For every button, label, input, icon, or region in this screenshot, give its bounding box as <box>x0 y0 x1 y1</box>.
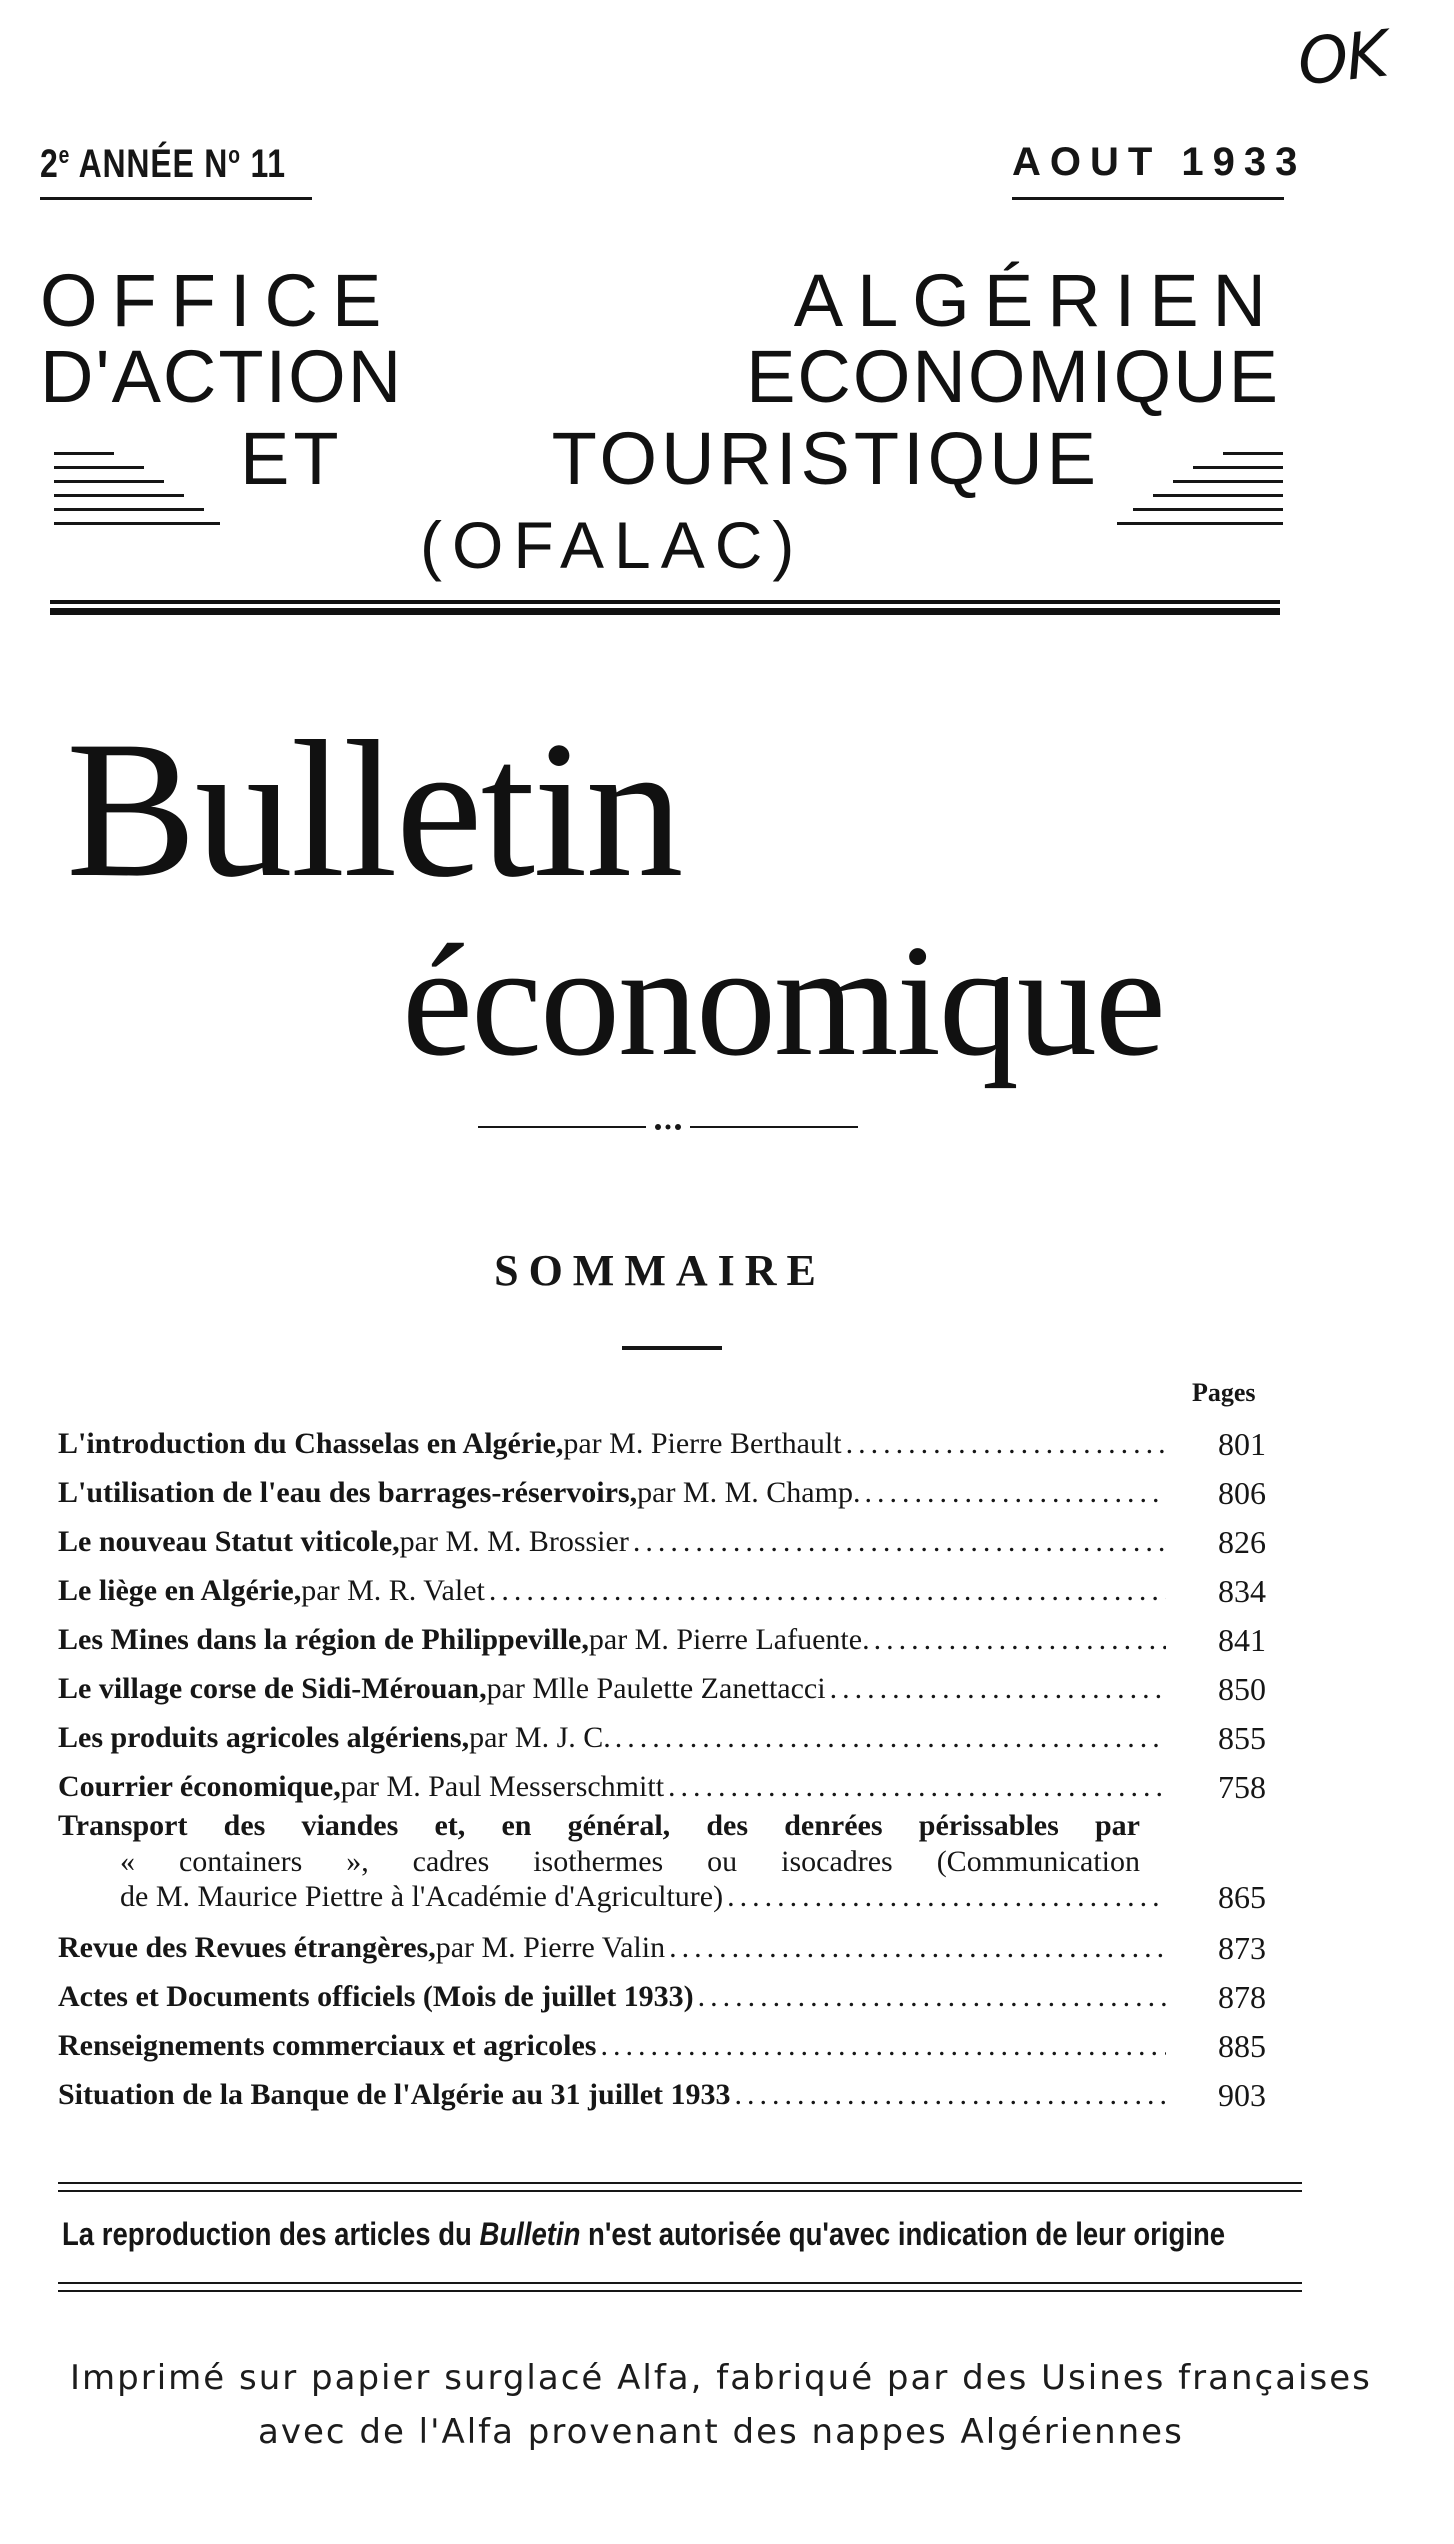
toc-entry-title: Le liège en Algérie, <box>58 1574 302 1607</box>
toc-entry-page: 878 <box>1218 1979 1266 2015</box>
notice-before: La reproduction des articles du <box>62 2216 480 2252</box>
toc-entry-title: Courrier économique, <box>58 1770 341 1803</box>
toc-entry <box>58 1461 1280 1510</box>
toc-entry-title: Les produits agricoles algériens, <box>58 1721 470 1754</box>
toc-entry-page: 850 <box>1218 1671 1266 1707</box>
toc-multi-line-2: « containers », cadres isothermes ou isocadres (Communication <box>120 1845 1140 1878</box>
issue-number-underline <box>40 197 312 200</box>
toc-entry-author: par M. M. Brossier <box>399 1525 629 1558</box>
toc-entry-title: Renseignements commerciaux et agricoles <box>58 2029 597 2062</box>
office-heading-line-3: ET TOURISTIQUE <box>240 417 1100 500</box>
leader-dots <box>846 1427 1166 1461</box>
issue-year-sup: e <box>58 142 71 169</box>
leader-dots <box>615 1721 1166 1755</box>
toc-entry <box>58 1510 1280 1559</box>
toc-entry <box>58 1608 1280 1657</box>
toc-entry-page: 806 <box>1218 1475 1266 1511</box>
toc-entry-page: 873 <box>1218 1930 1266 1966</box>
toc-entry-page: 865 <box>1218 1879 1266 1915</box>
leader-dots <box>874 1623 1166 1657</box>
ornament-divider <box>478 1117 858 1137</box>
leader-dots <box>698 1980 1166 2014</box>
toc-entry-page: 885 <box>1218 2028 1266 2064</box>
toc-entry-author: par Mlle Paulette Zanettacci <box>486 1672 826 1705</box>
leader-dots <box>830 1672 1166 1706</box>
notice-after: n'est autorisée qu'avec indication de leur origine <box>580 2216 1226 2252</box>
leader-dots <box>668 1770 1166 1804</box>
notice-emphasis: Bulletin <box>479 2216 581 2252</box>
toc-entry-page: 855 <box>1218 1720 1266 1756</box>
notice-top-rule-2 <box>58 2190 1302 2192</box>
toc-entry-author: par M. Paul Messerschmitt <box>340 1770 665 1803</box>
notice-bottom-rule-2 <box>58 2290 1302 2292</box>
economique-title: économique <box>402 911 1164 1089</box>
toc-entry-page: 801 <box>1218 1426 1266 1462</box>
issue-number <box>40 142 286 187</box>
toc-entry-author: par M. R. Valet <box>301 1574 485 1607</box>
notice-top-rule-1 <box>58 2182 1302 2184</box>
leader-dots <box>600 2029 1166 2063</box>
summary-heading-rule <box>622 1346 722 1350</box>
toc-entry <box>58 1916 1280 1965</box>
office-heading-line-2: D'ACTION ECONOMIQUE <box>40 335 1280 418</box>
toc-entry <box>58 1965 1280 2014</box>
handwritten-ok-mark: OK <box>1294 17 1390 101</box>
toc-multi-line-3: de M. Maurice Piettre à l'Académie d'Agriculture) <box>120 1880 724 1913</box>
toc-entry <box>58 2014 1280 2063</box>
toc-entry <box>58 1706 1280 1755</box>
toc-entry-author: par M. Pierre Lafuente. <box>588 1623 870 1656</box>
issue-number-sup: o <box>228 142 241 169</box>
summary-heading: SOMMAIRE <box>494 1246 826 1295</box>
office-heading-line-1: OFFICE ALGÉRIEN <box>40 259 1280 342</box>
toc-entry-page: 834 <box>1218 1573 1266 1609</box>
leader-dots <box>727 1880 1166 1914</box>
pages-column-label: Pages <box>1192 1378 1256 1407</box>
toc-entry-title: Revue des Revues étrangères, <box>58 1931 436 1964</box>
toc-entry <box>58 2063 1280 2112</box>
toc-entry-title: L'introduction du Chasselas en Algérie, <box>58 1427 564 1460</box>
toc-entry-author: par M. M. Champ. <box>637 1476 861 1509</box>
printing-note-line-1: Imprimé sur papier surglacé Alfa, fabriqué par des Usines françaises <box>70 2358 1372 2398</box>
leader-dots <box>489 1574 1166 1608</box>
toc-multi-line-1: Transport des viandes et, en général, des denrées périssables par <box>58 1809 1140 1842</box>
toc-entry <box>58 1559 1280 1608</box>
bulletin-title: Bulletin <box>66 701 682 918</box>
leader-dots <box>669 1931 1166 1965</box>
issue-date-underline <box>1012 197 1284 200</box>
leader-dots <box>633 1525 1166 1559</box>
toc-entry-title: Le nouveau Statut viticole, <box>58 1525 400 1558</box>
printing-note-line-2: avec de l'Alfa provenant des nappes Algériennes <box>258 2412 1184 2452</box>
toc-entry-title: Les Mines dans la région de Philippeville, <box>58 1623 589 1656</box>
issue-year-prefix: 2 <box>40 142 59 186</box>
toc-entry <box>58 1412 1280 1461</box>
issue-number-value: 11 <box>240 142 286 186</box>
table-of-contents <box>58 1412 1280 2112</box>
reproduction-notice <box>62 2216 1226 2253</box>
toc-entry-author: par M. J. C. <box>469 1721 611 1754</box>
toc-entry-title: Situation de la Banque de l'Algérie au 31 juillet 1933 <box>58 2078 731 2111</box>
toc-entry-multiline <box>58 1804 1280 1916</box>
toc-entry-page: 758 <box>1218 1769 1266 1805</box>
toc-entry-title: Actes et Documents officiels (Mois de juillet 1933) <box>58 1980 694 2013</box>
header-divider-thin <box>50 600 1280 604</box>
leader-dots <box>735 2078 1166 2112</box>
issue-year-suffix: ANNÉE N <box>70 142 229 186</box>
toc-entry-author: par M. Pierre Berthault <box>563 1427 842 1460</box>
leader-dots <box>864 1476 1166 1510</box>
toc-entry <box>58 1755 1280 1804</box>
issue-date: AOUT 1933 <box>1012 140 1307 184</box>
toc-entry <box>58 1657 1280 1706</box>
toc-entry-title: L'utilisation de l'eau des barrages-réservoirs, <box>58 1476 638 1509</box>
decorative-stripes-left <box>54 452 220 536</box>
toc-entry-title: Le village corse de Sidi-Mérouan, <box>58 1672 487 1705</box>
office-acronym: (OFALAC) <box>420 508 805 582</box>
notice-bottom-rule-1 <box>58 2282 1302 2284</box>
header-divider-thick <box>50 608 1280 615</box>
toc-entry-page: 903 <box>1218 2077 1266 2113</box>
toc-entry-page: 841 <box>1218 1622 1266 1658</box>
decorative-stripes-right <box>1117 452 1283 536</box>
toc-entry-page: 826 <box>1218 1524 1266 1560</box>
toc-entry-author: par M. Pierre Valin <box>435 1931 666 1964</box>
